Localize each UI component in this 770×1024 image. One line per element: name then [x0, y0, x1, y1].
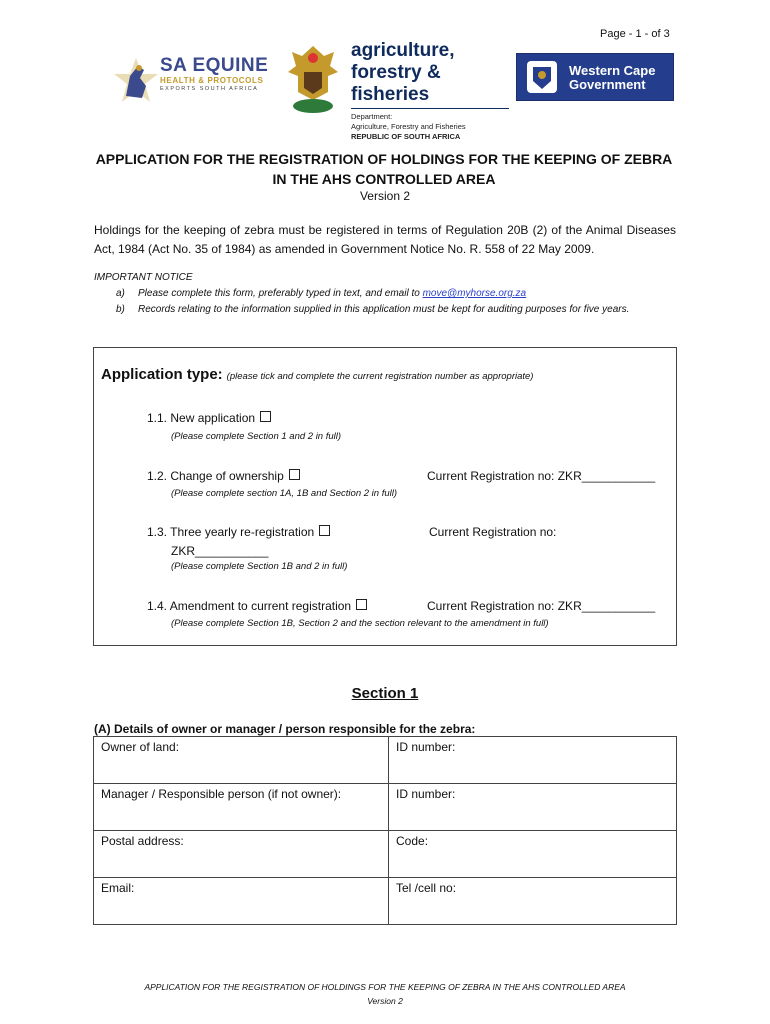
option-note: (Please complete Section 1B and 2 in full)	[171, 561, 348, 572]
change-ownership-checkbox[interactable]	[289, 469, 300, 480]
department-logo	[351, 40, 509, 142]
notice-b-letter: b)	[116, 304, 125, 315]
three-yearly-reg-field[interactable]: ZKR___________	[171, 544, 269, 558]
tel-cell-field[interactable]: Tel /cell no:	[389, 878, 677, 925]
postal-code-field[interactable]: Code:	[389, 831, 677, 878]
application-type-hint: (please tick and complete the current registration number as appropriate)	[226, 371, 534, 382]
department-line2: forestry & fisheries	[351, 62, 441, 105]
option-change-ownership	[147, 469, 300, 483]
coat-of-arms-icon	[284, 42, 342, 116]
postal-address-field[interactable]: Postal address:	[94, 831, 389, 878]
amendment-reg-field[interactable]: Current Registration no: ZKR___________	[427, 599, 656, 613]
option-label: 1.2. Change of ownership	[147, 469, 284, 483]
section1a-heading: (A) Details of owner or manager / person responsible for the zebra:	[94, 722, 476, 736]
western-cape-logo	[516, 53, 674, 101]
department-sub2: Agriculture, Forestry and Fisheries	[351, 122, 466, 131]
notice-heading: IMPORTANT NOTICE	[94, 272, 193, 283]
intro-paragraph: Holdings for the keeping of zebra must be registered in terms of Regulation 20B (2) of the Animal Diseases Act, 1984 (Act No. 35 of 1984) as amended in Government Notice No. R. 558 of 22 May 2009.	[94, 223, 676, 256]
sa-equine-subtitle: HEALTH & PROTOCOLS	[160, 76, 264, 85]
sa-equine-tagline: EXPORTS SOUTH AFRICA	[160, 86, 259, 92]
manager-id-number-field[interactable]: ID number:	[389, 784, 677, 831]
section1-heading: Section 1	[351, 685, 419, 702]
notice-item-b	[94, 302, 676, 318]
western-cape-line2: Government	[569, 77, 646, 92]
application-type-box	[93, 347, 677, 646]
sa-equine-logo	[112, 50, 272, 114]
footer-title: APPLICATION FOR THE REGISTRATION OF HOLDINGS FOR THE KEEPING OF ZEBRA IN THE AHS CONTROLLED AREA	[144, 982, 626, 992]
table-row	[94, 831, 677, 878]
application-type-label: Application type:	[101, 366, 223, 383]
option-note: (Please complete Section 1B, Section 2 and the section relevant to the amendment in full)	[171, 618, 549, 629]
option-new-application	[147, 411, 271, 425]
page-footer	[0, 980, 770, 1008]
page-number: Page - 1 - of 3	[600, 28, 670, 40]
table-row	[94, 878, 677, 925]
sa-equine-title: SA EQUINE	[160, 55, 269, 76]
western-cape-line1: Western Cape	[569, 63, 656, 78]
department-line1: agriculture,	[351, 40, 455, 61]
department-sub1: Department:	[351, 112, 393, 121]
option-label: 1.4. Amendment to current registration	[147, 599, 352, 613]
option-three-yearly	[147, 525, 330, 539]
department-sub3: REPUBLIC OF SOUTH AFRICA	[351, 132, 461, 141]
western-cape-crest-icon	[523, 59, 561, 95]
option-note: (Please complete Section 1 and 2 in full)	[171, 431, 342, 442]
email-field[interactable]: Email:	[94, 878, 389, 925]
footer-version: Version 2	[367, 996, 403, 1006]
document-title: APPLICATION FOR THE REGISTRATION OF HOLDINGS FOR THE KEEPING OF ZEBRA IN THE AHS CONTROLLED AREA	[95, 151, 673, 187]
three-yearly-reg-label: Current Registration no:	[429, 525, 557, 539]
notice-a-letter: a)	[116, 288, 125, 299]
table-row	[94, 737, 677, 784]
application-type-heading	[101, 366, 533, 383]
owner-of-land-field[interactable]: Owner of land:	[94, 737, 389, 784]
option-amendment	[147, 599, 367, 613]
option-label: 1.3. Three yearly re-registration	[147, 525, 315, 539]
table-row	[94, 784, 677, 831]
new-application-checkbox[interactable]	[260, 411, 271, 422]
option-label: 1.1. New application	[147, 411, 256, 425]
change-ownership-reg-field[interactable]: Current Registration no: ZKR___________	[427, 469, 656, 483]
three-yearly-checkbox[interactable]	[319, 525, 330, 536]
notice-a-text: Please complete this form, preferably typed in text, and email to	[138, 288, 423, 299]
notice-b-text: Records relating to the information supplied in this application must be kept for auditing purposes for five years.	[138, 304, 630, 315]
email-link[interactable]: move@myhorse.org.za	[422, 288, 527, 299]
horse-emblem-icon	[112, 56, 160, 108]
document-version: Version 2	[359, 189, 411, 203]
important-notice	[94, 270, 676, 318]
notice-item-a	[94, 286, 676, 302]
amendment-checkbox[interactable]	[356, 599, 367, 610]
manager-field[interactable]: Manager / Responsible person (if not owner):	[94, 784, 389, 831]
owner-id-number-field[interactable]: ID number:	[389, 737, 677, 784]
option-note: (Please complete section 1A, 1B and Section 2 in full)	[171, 488, 398, 499]
owner-details-table	[93, 736, 677, 925]
